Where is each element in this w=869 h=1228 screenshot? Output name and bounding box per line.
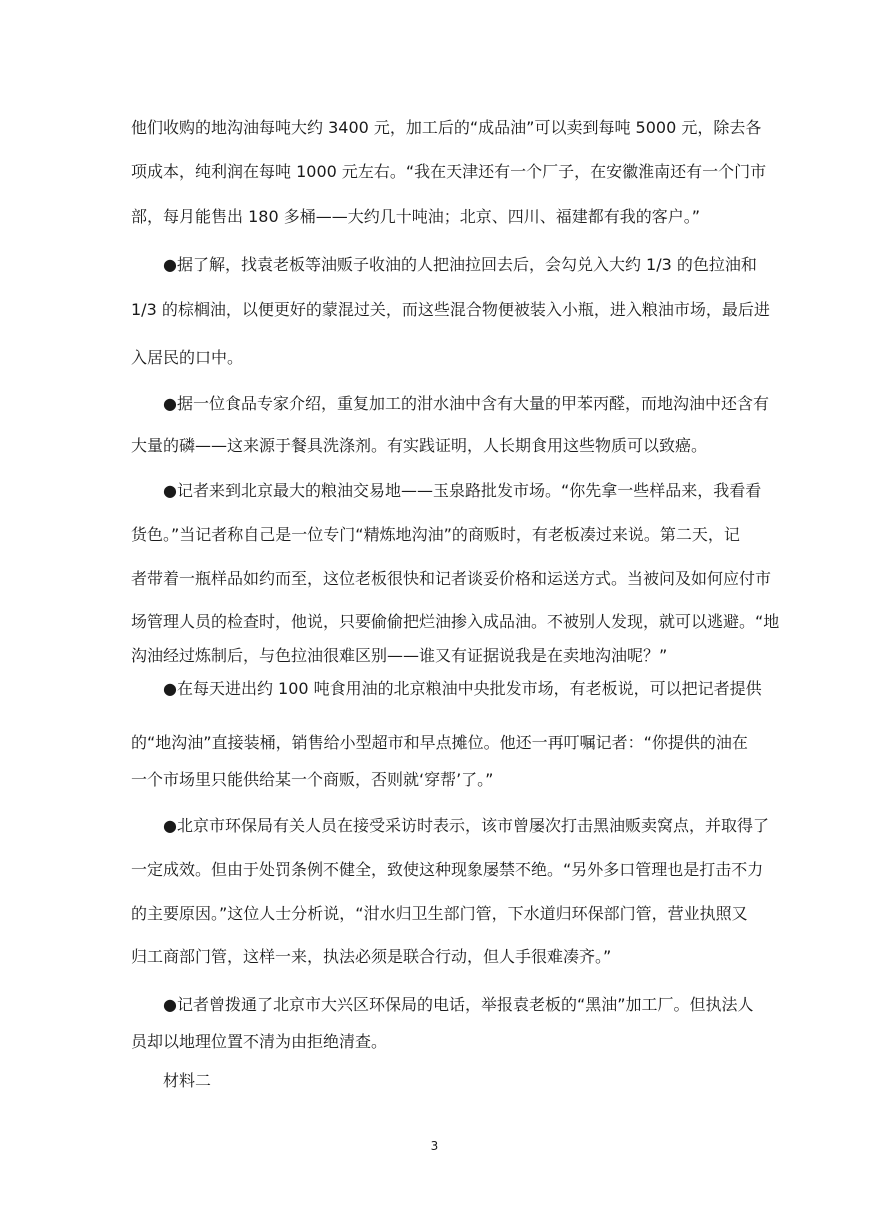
text-line: 场管理人员的检查时，他说，只要偷偷把烂油掺入成品油。不被别人发现，就可以逃避。“地 [131,612,780,631]
text-line: 归工商部门管，这样一来，执法必须是联合行动，但人手很难凑齐。” [131,947,612,966]
text-line: 货色。”当记者称自己是一位专门“精炼地沟油”的商贩时，有老板凑过来说。第二天，记 [131,525,740,544]
text-line: 部，每月能售出 180 多桶——大约几十吨油；北京、四川、福建都有我的客户。” [131,207,701,226]
paragraph-first-line: ●据一位食品专家介绍，重复加工的泔水油中含有大量的甲苯丙醛，而地沟油中还含有 [163,394,769,413]
page-number: 3 [430,1139,439,1153]
section-heading: 材料二 [163,1071,212,1090]
paragraph-first-line: ●在每天进出约 100 吨食用油的北京粮油中央批发市场，有老板说，可以把记者提供 [163,679,762,698]
text-line: 员却以地理位置不清为由拒绝清查。 [131,1032,388,1051]
paragraph-first-line: ●记者曾拨通了北京市大兴区环保局的电话，举报袁老板的“黑油”加工厂。但执法人 [163,995,754,1014]
paragraph-first-line: ●据了解，找袁老板等油贩子收油的人把油拉回去后，会勾兑入大约 1/3 的色拉油和 [163,255,757,274]
paragraph-first-line: ●北京市环保局有关人员在接受采访时表示，该市曾屡次打击黑油贩卖窝点，并取得了 [163,816,769,835]
text-line: 项成本，纯利润在每吨 1000 元左右。“我在天津还有一个厂子，在安徽淮南还有一个门市 [131,162,767,181]
text-line: 入居民的口中。 [131,348,244,367]
text-line: 1/3 的棕榈油，以便更好的蒙混过关，而这些混合物便被装入小瓶，进入粮油市场，最后进 [131,300,770,319]
text-line: 一个市场里只能供给某一个商贩，否则就‘穿帮’了。” [131,770,494,789]
text-line: 一定成效。但由于处罚条例不健全，致使这种现象屡禁不绝。“另外多口管理也是打击不力 [131,860,764,879]
text-line: 的“地沟油”直接装桶，销售给小型超市和早点摊位。他还一再叮嘱记者：“你提供的油在 [131,733,748,752]
text-line: 大量的磷——这来源于餐具洗涤剂。有实践证明，人长期食用这些物质可以致癌。 [131,436,708,455]
text-line: 的主要原因。”这位人士分析说，“泔水归卫生部门管，下水道归环保部门管，营业执照又 [131,904,748,923]
text-line: 他们收购的地沟油每吨大约 3400 元，加工后的“成品油”可以卖到每吨 5000 元，除去各 [131,118,762,137]
paragraph-first-line: ●记者来到北京最大的粮油交易地——玉泉路批发市场。“你先拿一些样品来，我看看 [163,481,762,500]
text-line: 沟油经过炼制后，与色拉油很难区别——谁又有证据说我是在卖地沟油呢？” [131,646,668,665]
text-line: 者带着一瓶样品如约而至，这位老板很快和记者谈妥价格和运送方式。当被问及如何应付市 [131,569,772,588]
